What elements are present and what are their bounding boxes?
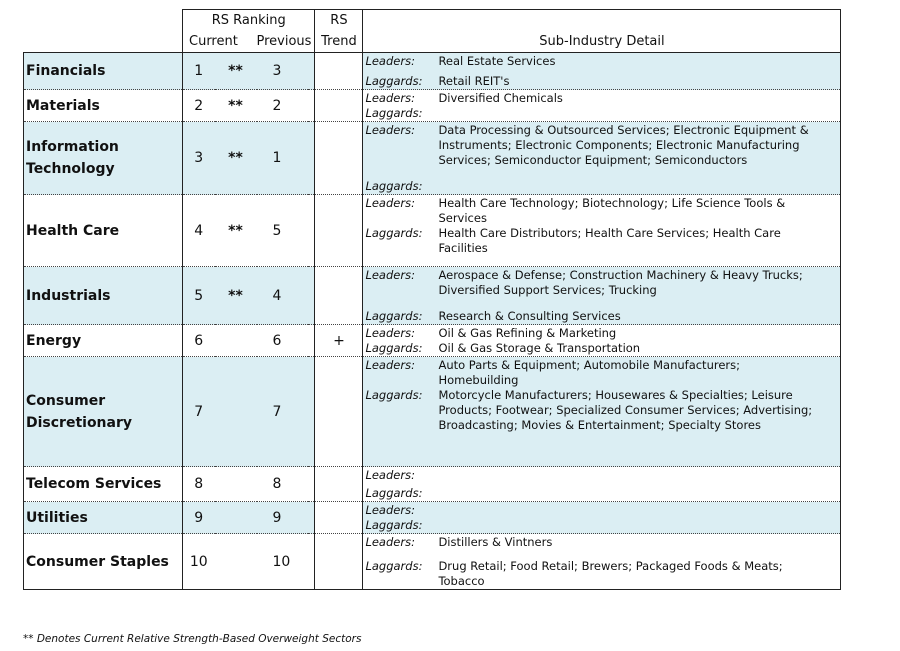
laggards-label: Laggards:: [365, 106, 423, 120]
rs-trend: [315, 467, 363, 502]
leaders-text: [438, 468, 840, 483]
overweight-marker: **: [215, 53, 257, 90]
laggards-text: Retail REIT's: [438, 74, 510, 88]
leaders-group: [363, 196, 840, 226]
current-rank: 7: [183, 357, 215, 467]
leaders-group: [363, 123, 840, 168]
previous-rank: 5: [257, 195, 315, 267]
laggards-label: Laggards:: [365, 309, 423, 323]
sector-name: Consumer Discretionary: [24, 357, 183, 467]
sector-name: Telecom Services: [24, 467, 183, 502]
leaders-text: Aerospace & Defense; Construction Machinery & Heavy Trucks;: [438, 268, 803, 282]
leaders-label: Leaders:: [365, 54, 415, 68]
leaders-group: [363, 535, 840, 550]
current-rank: 10: [183, 534, 215, 590]
overweight-marker: **: [215, 267, 257, 325]
leaders-group: [363, 503, 840, 518]
leaders-group: [363, 358, 840, 388]
overweight-marker: [215, 357, 257, 467]
laggards-label: [363, 403, 438, 418]
sector-name: Materials: [24, 90, 183, 122]
leaders-label: [363, 373, 438, 388]
leaders-label: Leaders:: [365, 468, 415, 482]
laggards-group: [363, 486, 840, 501]
overweight-marker: **: [215, 90, 257, 122]
leaders-group: [363, 468, 840, 483]
sub-industry-detail: [363, 195, 841, 267]
laggards-label: Laggards:: [365, 486, 423, 500]
previous-rank: 1: [257, 122, 315, 195]
current-rank: 2: [183, 90, 215, 122]
leaders-label: Leaders:: [365, 326, 415, 340]
header-row-2: [24, 31, 841, 53]
rs-trend: [315, 90, 363, 122]
laggards-label: Laggards:: [365, 226, 423, 240]
laggards-text: [438, 106, 840, 121]
table-row: [24, 467, 841, 502]
leaders-text: Diversified Support Services; Trucking: [438, 283, 657, 297]
rs-trend: [315, 502, 363, 534]
sector-name: Information Technology: [24, 122, 183, 195]
overweight-marker: [215, 534, 257, 590]
current-rank: 8: [183, 467, 215, 502]
previous-rank: 10: [257, 534, 315, 590]
leaders-text: Auto Parts & Equipment; Automobile Manufacturers;: [438, 358, 741, 372]
rs-trend: [315, 357, 363, 467]
sector-name: Energy: [24, 325, 183, 357]
header-trend: Trend: [315, 31, 363, 53]
laggards-group: [363, 388, 840, 433]
previous-rank: 7: [257, 357, 315, 467]
sector-name: Industrials: [24, 267, 183, 325]
current-rank: 4: [183, 195, 215, 267]
table-row: [24, 195, 841, 267]
rs-trend: +: [315, 325, 363, 357]
leaders-text: Real Estate Services: [438, 54, 556, 68]
laggards-text: Drug Retail; Food Retail; Brewers; Packaged Foods & Meats;: [438, 559, 783, 573]
leaders-text: Homebuilding: [438, 373, 519, 387]
laggards-group: [363, 179, 840, 194]
header-previous: Previous: [256, 34, 312, 49]
laggards-group: [363, 106, 840, 121]
current-rank: 5: [183, 267, 215, 325]
overweight-marker: **: [215, 122, 257, 195]
rs-trend: [315, 53, 363, 90]
laggards-text: Health Care Distributors; Health Care Services; Health Care: [438, 226, 781, 240]
laggards-text: Motorcycle Manufacturers; Housewares & Specialties; Leisure: [438, 388, 793, 402]
previous-rank: 2: [257, 90, 315, 122]
laggards-group: [363, 309, 840, 324]
leaders-text: Oil & Gas Refining & Marketing: [438, 326, 617, 340]
leaders-label: Leaders:: [365, 503, 415, 517]
current-rank: 3: [183, 122, 215, 195]
rs-trend: [315, 122, 363, 195]
laggards-label: Laggards:: [365, 388, 423, 402]
table-row: [24, 53, 841, 90]
overweight-marker: [215, 467, 257, 502]
sub-industry-detail: [363, 53, 841, 90]
leaders-label: [363, 283, 438, 298]
header-rs: RS: [315, 10, 363, 32]
laggards-label: [363, 574, 438, 589]
current-rank: 1: [183, 53, 215, 90]
previous-rank: 3: [257, 53, 315, 90]
laggards-label: Laggards:: [365, 559, 423, 573]
leaders-label: Leaders:: [365, 268, 415, 282]
laggards-text: [438, 179, 840, 194]
table-row: [24, 325, 841, 357]
laggards-text: [438, 486, 840, 501]
header-current: Current: [183, 31, 257, 53]
table-row: [24, 357, 841, 467]
laggards-text: Oil & Gas Storage & Transportation: [438, 341, 641, 355]
table-row: [24, 502, 841, 534]
rs-trend: [315, 195, 363, 267]
laggards-group: [363, 518, 840, 533]
sector-name: Utilities: [24, 502, 183, 534]
previous-rank: 9: [257, 502, 315, 534]
header-rs-ranking: RS Ranking: [183, 10, 315, 32]
previous-rank: 4: [257, 267, 315, 325]
laggards-text: Broadcasting; Movies & Entertainment; Specialty Stores: [438, 418, 761, 432]
laggards-group: [363, 226, 840, 256]
laggards-text: [438, 518, 840, 533]
rs-trend: [315, 267, 363, 325]
sector-name: Consumer Staples: [24, 534, 183, 590]
previous-rank: 6: [257, 325, 315, 357]
sector-name: Financials: [24, 53, 183, 90]
leaders-label: Leaders:: [365, 358, 415, 372]
table-row: [24, 534, 841, 590]
leaders-label: [363, 153, 438, 168]
overweight-marker: **: [215, 195, 257, 267]
sub-industry-detail: [363, 467, 841, 502]
leaders-group: [363, 326, 840, 341]
laggards-text: Tobacco: [438, 574, 485, 588]
sub-industry-detail: [363, 122, 841, 195]
leaders-text: Distillers & Vintners: [438, 535, 553, 549]
table-row: [24, 122, 841, 195]
sub-industry-detail: [363, 267, 841, 325]
leaders-text: Data Processing & Outsourced Services; Electronic Equipment &: [438, 123, 809, 137]
header-row-1: [24, 10, 841, 32]
sector-name: Health Care: [24, 195, 183, 267]
laggards-group: [363, 74, 840, 89]
rs-trend: [315, 534, 363, 590]
sector-ranking-table-wrapper: [23, 9, 841, 590]
leaders-label: Leaders:: [365, 535, 415, 549]
sub-industry-detail: [363, 357, 841, 467]
footnote: ** Denotes Current Relative Strength-Based Overweight Sectors: [23, 633, 362, 645]
leaders-label: Leaders:: [365, 196, 415, 210]
laggards-label: Laggards:: [365, 518, 423, 532]
leaders-label: Leaders:: [365, 91, 415, 105]
laggards-label: Laggards:: [365, 179, 423, 193]
current-rank: 9: [183, 502, 215, 534]
table-row: [24, 90, 841, 122]
previous-rank: 8: [257, 467, 315, 502]
leaders-label: [363, 211, 438, 226]
sector-ranking-table: [23, 9, 841, 590]
laggards-group: [363, 559, 840, 589]
sub-industry-detail: [363, 325, 841, 357]
overweight-marker: [215, 502, 257, 534]
leaders-text: Diversified Chemicals: [438, 91, 563, 105]
leaders-text: Services; Semiconductor Equipment; Semiconductors: [438, 153, 748, 167]
table-row: [24, 267, 841, 325]
laggards-text: Products; Footwear; Specialized Consumer Services; Advertising;: [438, 403, 813, 417]
header-sub-industry: Sub-Industry Detail: [363, 31, 841, 53]
leaders-group: [363, 91, 840, 106]
leaders-label: Leaders:: [365, 123, 415, 137]
leaders-text: [438, 503, 840, 518]
laggards-label: Laggards:: [365, 74, 423, 88]
laggards-label: Laggards:: [365, 341, 423, 355]
laggards-text: Facilities: [438, 241, 488, 255]
laggards-label: [363, 241, 438, 256]
overweight-marker: [215, 325, 257, 357]
leaders-label: [363, 138, 438, 153]
sub-industry-detail: [363, 502, 841, 534]
leaders-text: Instruments; Electronic Components; Electronic Manufacturing: [438, 138, 800, 152]
sub-industry-detail: [363, 534, 841, 590]
leaders-group: [363, 268, 840, 298]
laggards-text: Research & Consulting Services: [438, 309, 621, 323]
current-rank: 6: [183, 325, 215, 357]
laggards-label: [363, 418, 438, 433]
leaders-group: [363, 54, 840, 69]
leaders-text: Services: [438, 211, 487, 225]
leaders-text: Health Care Technology; Biotechnology; Life Science Tools &: [438, 196, 786, 210]
sub-industry-detail: [363, 90, 841, 122]
laggards-group: [363, 341, 840, 356]
